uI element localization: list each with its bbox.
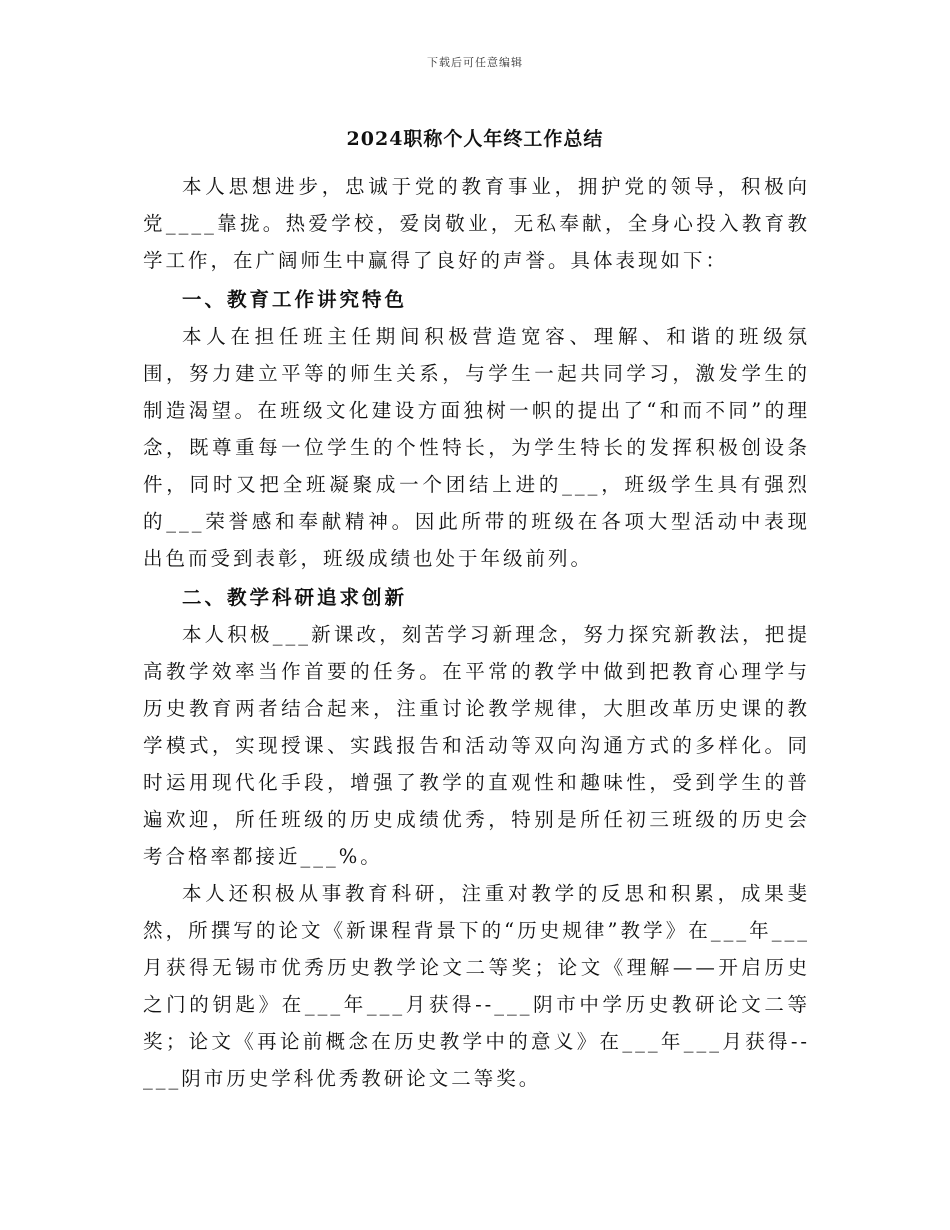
section-heading-1: 一、教育工作讲究特色: [182, 288, 408, 311]
header-note: 下载后可任意编辑: [427, 56, 523, 69]
section-2-paragraph-2: 本人还积极从事教育科研，注重对教学的反思和积累，成果斐然，所撰写的论文《新课程背景下的“历史规律”教学》在___年___月获得无锡市优秀历史教学论文二等奖；论文《理解——开启历史之门的钥匙》在___年___月获得--___阴市中学历史教研论文二等奖；论文《再论前概念在历史教学中的意义》在___年___月获得--___阴市历史学科优秀教研论文二等奖。: [143, 882, 810, 1090]
intro-paragraph: 本人思想进步，忠诚于党的教育事业，拥护党的领导，积极向党____靠拢。热爱学校，爱岗敬业，无私奉献，全身心投入教育教学工作，在广阔师生中赢得了良好的声誉。具体表现如下：: [143, 175, 810, 272]
section-2-paragraph-1: 本人积极___新课改，刻苦学习新理念，努力探究新教法，把提高教学效率当作首要的任务。在平常的教学中做到把教育心理学与历史教育两者结合起来，注重讨论教学规律，大胆改革历史课的教学模式，实现授课、实践报告和活动等双向沟通方式的多样化。同时运用现代化手段，增强了教学的直观性和趣味性，受到学生的普遍欢迎，所任班级的历史成绩优秀，特别是所任初三班级的历史会考合格率都接近___%。: [143, 623, 810, 868]
document-body: [143, 168, 810, 1097]
section-1-paragraph-1: 本人在担任班主任期间积极营造宽容、理解、和谐的班级氛围，努力建立平等的师生关系，与学生一起共同学习，激发学生的制造渴望。在班级文化建设方面独树一帜的提出了“和而不同”的理念，既尊重每一位学生的个性特长，为学生特长的发挥积极创设条件，同时又把全班凝聚成一个团结上进的___，班级学生具有强烈的___荣誉感和奉献精神。因此所带的班级在各项大型活动中表现出色而受到表彰，班级成绩也处于年级前列。: [143, 325, 810, 570]
document-title: 2024职称个人年终工作总结: [346, 128, 604, 150]
section-heading-2: 二、教学科研追求创新: [182, 586, 408, 609]
